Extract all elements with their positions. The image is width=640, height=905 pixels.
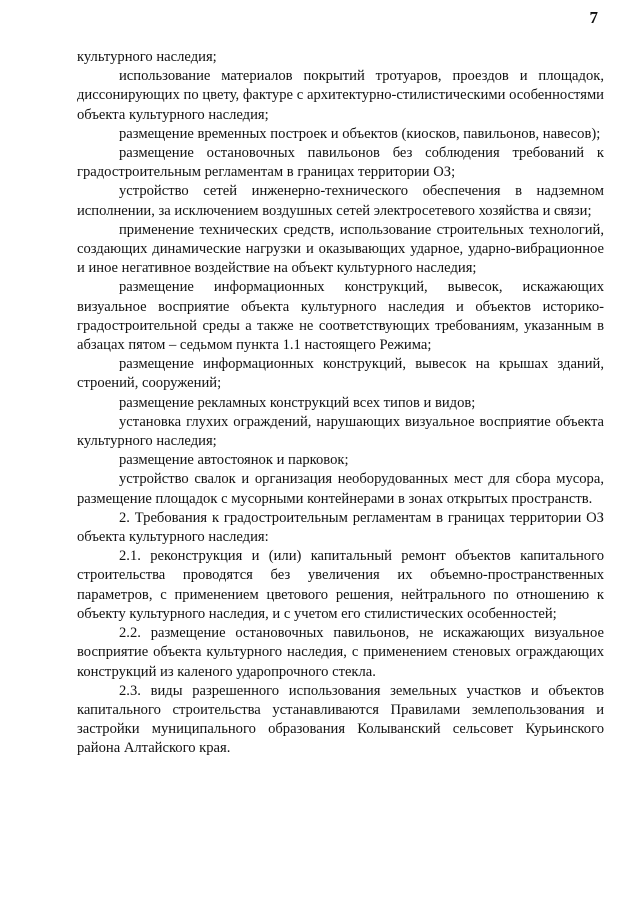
paragraph: устройство свалок и организация необорудованных мест для сбора мусора, размещение площадок с мусорными контейнерами в зонах открытых пространств. [77,471,604,507]
paragraph: размещение временных построек и объектов (киосков, павильонов, навесов); [119,125,601,142]
paragraph: установка глухих ограждений, нарушающих визуальное восприятие объекта культурного наследия; [77,413,604,450]
paragraph: использование материалов покрытий тротуаров, проездов и площадок, диссонирующих по цвету, фактуре с архитектурно-стилистическими особенностями объекта культурного наследия; [77,68,604,123]
paragraph: размещение автостоянок и парковок; [119,452,349,469]
paragraph: размещение остановочных павильонов без соблюдения требований к градостроительным регламентам в границах территории ОЗ; [77,145,604,181]
page-number: 7 [589,8,598,27]
paragraph: размещение рекламных конструкций всех типов и видов; [119,394,476,411]
paragraph: 2.2. размещение остановочных павильонов, не искажающих визуальное восприятие объекта культурного наследия, с применением стеновых ограждающих конструкций из каленого ударопрочного стекла. [77,625,604,680]
paragraph: размещение информационных конструкций, вывесок, искажающих визуальное восприятие объекта культурного наследия и объектов историко-градостроительной среды а также не соответствующих требованиям, указанным в абзацах пятом – седьмом пункта 1.1 настоящего Режима; [77,279,604,354]
paragraph: устройство сетей инженерно-технического обеспечения в надземном исполнении, за исключением воздушных сетей электросетевого хозяйства и связи; [77,183,604,219]
section-heading: 2. Требования к градостроительным регламентам в границах территории ОЗ объекта культурного наследия: [77,509,604,546]
document-body [77,48,604,759]
paragraph: применение технических средств, использование строительных технологий, создающих динамические нагрузки и оказывающих ударное, ударно-вибрационное и иное негативное воздействие на объект культурного наследия; [77,221,604,277]
paragraph: размещение информационных конструкций, вывесок на крышах зданий, строений, сооружений; [77,356,604,392]
paragraph: культурного наследия; [77,49,217,65]
paragraph: 2.3. виды разрешенного использования земельных участков и объектов капитального строительства устанавливаются Правилами землепользования и застройки муниципального образования Колыванский сельсовет Курьинского района Алтайского края. [77,682,604,757]
paragraph: 2.1. реконструкция и (или) капитальный ремонт объектов капитального строительства проводятся без увеличения их объемно-пространственных параметров, с применением цветового решения, нейтрального по отношению к объекту культурного наследия, и с учетом его стилистических особенностей; [77,548,604,622]
